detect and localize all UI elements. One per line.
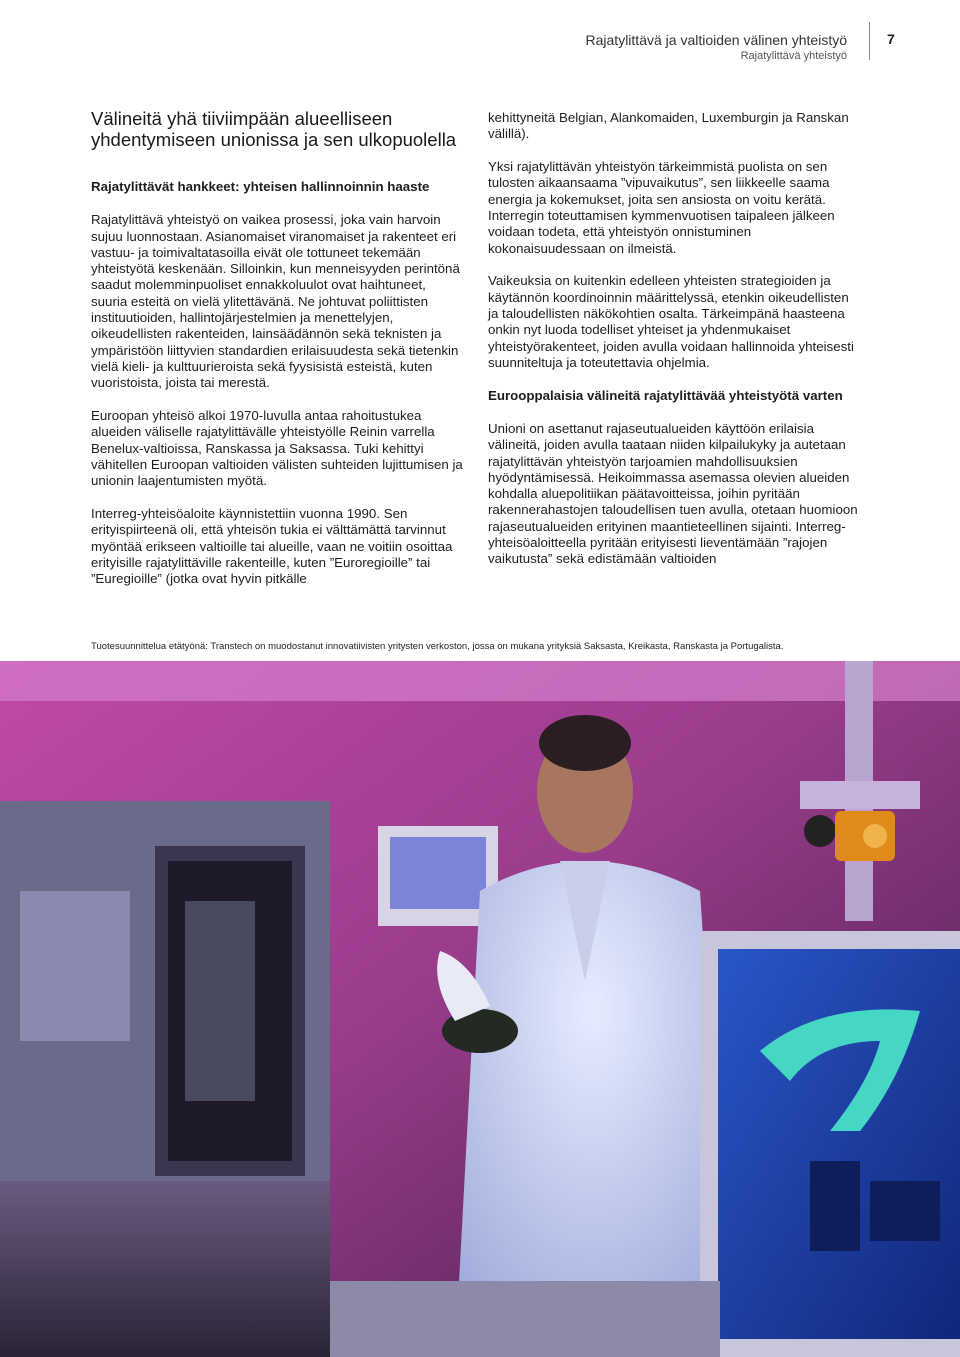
paragraph: Rajatylittävä yhteistyö on vaikea prosessi, joka vain harvoin sujuu luonnostaan. Asianomaiset viranomaiset ja rakenteet eri vastuu- ja toimivaltatasoilla eivät ole tottuneet tekemään yhteistyötä keskenään. Silloinkin, kun menneisyyden perintönä saadut molemminpuoliset ennakkoluulot ovat haihtuneet, suuria esteitä on vielä ylitettävänä. Ne johtuvat poliittisten instituutioiden, hallintojärjestelmien ja menettelyjen, oikeudellisten rakenteiden, lainsäädännön sekä teknisten ja ympäristöön liittyvien standardien erilaisuudesta sekä tietenkin vielä kieli- ja kulttuurieroista sekä fyysisistä esteistä, kuten vuoristoista, joista tai merestä. [91,212,460,391]
paragraph: kehittyneitä Belgian, Alankomaiden, Luxemburgin ja Ranskan välillä). [488,110,849,142]
monitor-screen [718,949,960,1339]
section-heading-instruments: Eurooppalaisia välineitä rajatylittävää yhteistyötä varten [488,387,843,403]
photo-caption: Tuotesuunnittelua etätyönä: Transtech on muodostanut innovatiivisten yritysten verkoston, jossa on mukana yrityksiä Saksasta, Kreikasta, Ranskasta ja Portugalista. [91,641,784,652]
running-header [586,31,847,63]
header-subtitle: Rajatylittävä yhteistyö [740,50,847,62]
paragraph: Unioni on asettanut rajaseutualueiden käyttöön erilaisia välineitä, joiden avulla taataan niiden kilpailukyky ja autetaan rajatylittävän yhteistyön tarjoamien mahdollisuuksien hyödyntämisessä. Heikoimmassa asemassa olevien alueiden kohdalla aluepolitiikan päätavoitteissa, joihin pyritään rakennerahastojen taloudellisen tuen avulla, otetaan huomioon rajaseutualueiden erityinen maantieteellinen sijainti. Interreg-yhteisöaloitteella pyritään erityisesti lieventämään ”rajojen vaikutusta” sekä edistämään valtioiden [488,420,858,567]
paragraph: Vaikeuksia on kuitenkin edelleen yhteisten strategioiden ja käytännön koordinoinnin määrittelyssä, etenkin oikeudellisten ja taloudellisten näkökohtien osalta. Tärkeimpänä haasteena onkin nyt luoda todelliset yhteiset ja yhdenmukaiset yhteistyörakenteet, joiden avulla voidaan hallinnoida yhteisesti suunniteltuja ja toteutettavia ohjelmia. [488,273,854,370]
article-title-line-2: yhdentymiseen unionissa ja sen ulkopuolella [91,129,457,150]
right-column [488,110,860,584]
paragraph: Euroopan yhteisö alkoi 1970-luvulla antaa rahoitustukea alueiden väliselle rajatylittävälle yhteistyölle Reinin varrella Benelux-valtioissa, Ranskassa ja Saksassa. Tuki kehittyi vähitellen Euroopan valtioiden välisten suhteiden lujittumisen ja unionin laajentumisten myötä. [91,408,463,489]
article-title-line-1: Välineitä yhä tiiviimpään alueelliseen [91,108,393,129]
header-title: Rajatylittävä ja valtioiden välinen yhteistyö [585,32,847,48]
page-number: 7 [887,31,895,47]
lab-photo [0,661,960,1357]
header-divider [869,22,870,60]
paragraph: Interreg-yhteisöaloite käynnistettiin vuonna 1990. Sen erityispiirteenä oli, että yhteisön tukia ei välttämättä tarvinnut myöntää erikseen valtioille tai alueille, vaan ne voitiin osoittaa erityisille rajatylittäville rakenteille, kuten ”Euroregioille” tai ”Euregioille” (jotka ovat hyvin pitkälle [91,506,453,587]
article-title [91,108,463,150]
left-column [91,108,463,604]
paragraph: Yksi rajatylittävän yhteistyön tärkeimmistä puolista on sen tulosten aikaansaama ”vipuvaikutus”, sen liikkeelle saama energia ja kokemukset, joita sen ansiosta on voitu kerätä. Interregin toteuttamisen kymmenvuotisen taipaleen jälkeen voidaan todeta, että yhteistyön onnistuminen kokonaisuudessaan on ilmeistä. [488,159,835,256]
section-heading-projects: Rajatylittävät hankkeet: yhteisen hallinnoinnin haaste [91,179,430,194]
